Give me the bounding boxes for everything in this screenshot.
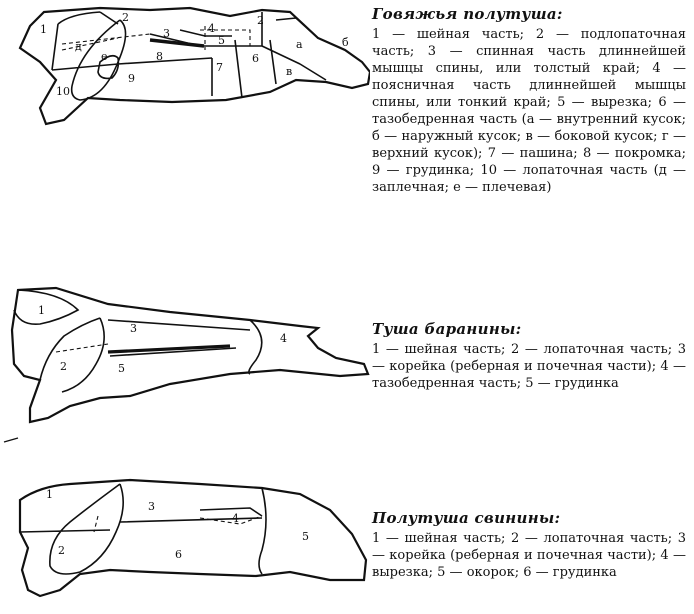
pork-cut-lines [20, 484, 266, 574]
pork-label-3: 3 [148, 500, 155, 513]
beef-label-8: 8 [156, 50, 163, 63]
beef-label-9: 9 [128, 72, 135, 85]
beef-label-5: 5 [218, 34, 225, 47]
lamb-cut-lines [14, 290, 262, 392]
beef-label-b: б [342, 36, 349, 49]
stray-mark [2, 436, 20, 446]
lamb-dashed-line [56, 344, 108, 352]
pork-label-4: 4 [232, 512, 239, 525]
pork-legend: 1 — шейная часть; 2 — лопаточная часть; 3 — корейка (реберная и почечная части); 4 — вырезка; 5 — окорок; 6 — грудинка [372, 531, 686, 580]
beef-legend: 1 — шейная часть; 2 — подлопаточная часть; 3 — спинная часть длиннейшей мышцы спины, или толстый край; 4 — поясничная часть длиннейшей мышцы спины, или тонкий край; 5 — вырезка; 6 — тазобедренная часть (а — внутренний кусок; б — наружный кусок; в — боковой кусок; г — верхний кусок); 7 — пашина; 8 — покромка; 9 — грудинка; 10 — лопаточная часть (д — заплечная; е — плечевая) [372, 27, 686, 195]
pork-diagram [0, 460, 370, 610]
lamb-diagram [0, 280, 370, 430]
beef-label-d: д [75, 40, 82, 53]
pork-caption [372, 510, 686, 581]
lamb-legend: 1 — шейная часть; 2 — лопаточная часть; 3 — корейка (реберная и почечная части); 4 — тазобедренная часть; 5 — грудинка [372, 342, 686, 391]
beef-label-6: 6 [252, 52, 259, 65]
lamb-caption [372, 321, 686, 392]
beef-label-3: 3 [163, 27, 170, 40]
lamb-label-2: 2 [60, 360, 67, 373]
pork-outline [20, 480, 366, 596]
lamb-title: Туша баранины: [372, 320, 522, 338]
beef-diagram [0, 0, 370, 135]
beef-label-2b: 2 [257, 14, 264, 27]
lamb-outline [12, 288, 368, 422]
pork-label-5: 5 [302, 530, 309, 543]
beef-cut-lines [52, 12, 326, 100]
beef-label-2a: 2 [122, 11, 129, 24]
beef-label-7: 7 [216, 61, 223, 74]
pork-label-6: 6 [175, 548, 182, 561]
beef-outline [20, 8, 370, 124]
lamb-label-4: 4 [280, 332, 287, 345]
beef-label-1: 1 [40, 23, 47, 36]
pork-label-2: 2 [58, 544, 65, 557]
beef-label-10: 10 [56, 85, 70, 98]
lamb-label-1: 1 [38, 304, 45, 317]
pork-title: Полутуша свинины: [372, 509, 561, 527]
beef-caption [372, 6, 686, 196]
beef-label-v: в [286, 65, 293, 78]
pork-label-1: 1 [46, 488, 53, 501]
beef-label-e: е [101, 50, 108, 63]
beef-label-a: а [296, 38, 303, 51]
lamb-label-3: 3 [130, 322, 137, 335]
beef-title: Говяжья полутуша: [372, 5, 563, 23]
lamb-label-5: 5 [118, 362, 125, 375]
beef-label-4: 4 [208, 22, 215, 35]
